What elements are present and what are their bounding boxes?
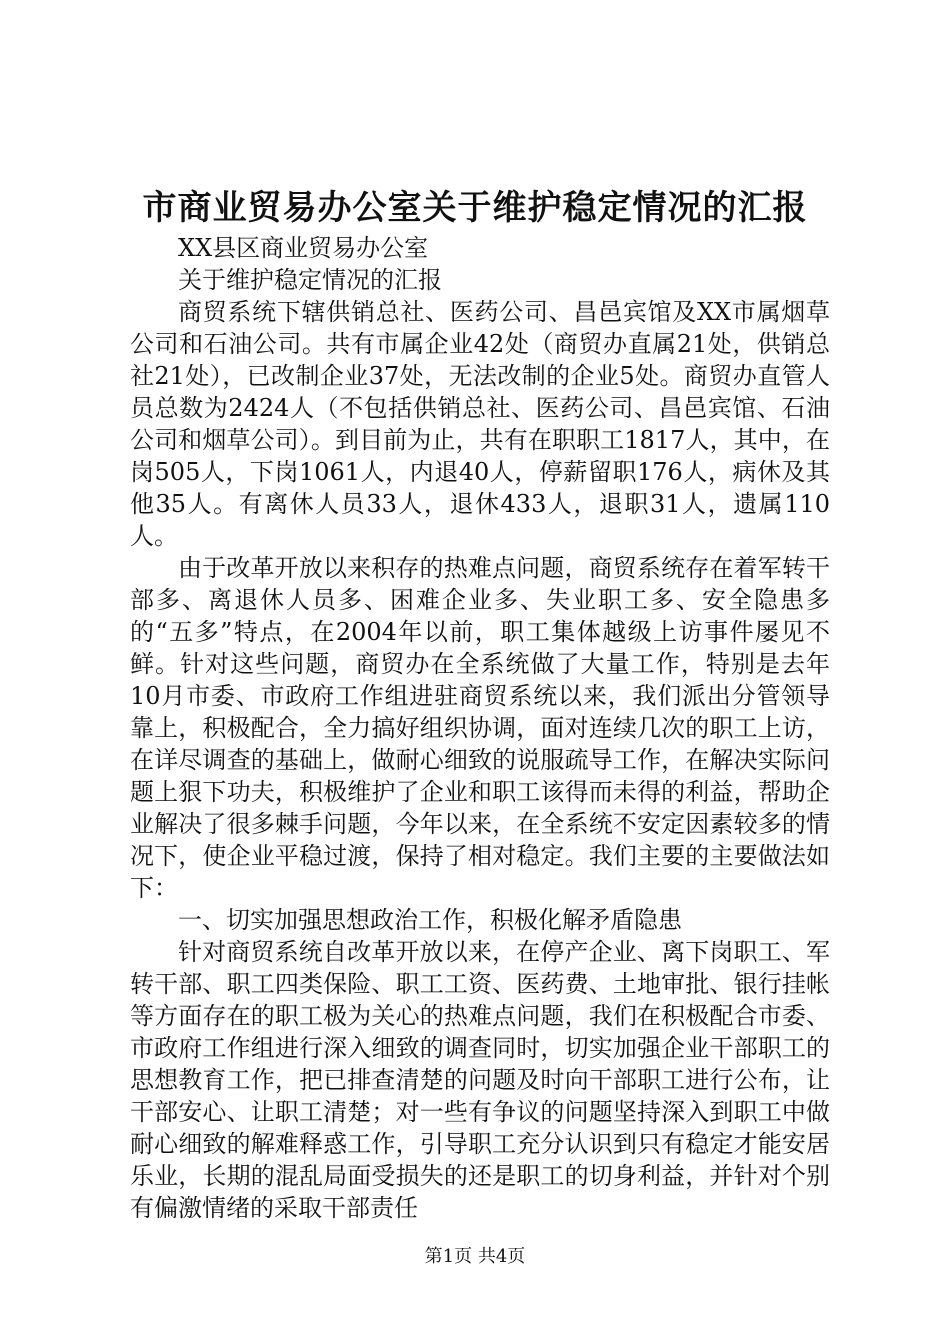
paragraph-section-1: 针对商贸系统自改革开放以来，在停产企业、离下岗职工、军转干部、职工四类保险、职工工资、医药费、土地审批、银行挂帐等方面存在的职工极为关心的热难点问题，我们在积极配合市委、市政府工作组进行深入细致的调查同时，切实加强企业干部职工的思想教育工作，把已排查清楚的问题及时向干部职工进行公布，让干部安心、让职工清楚；对一些有争议的问题坚持深入到职工中做耐心细致的解难释惑工作，引导职工充分认识到只有稳定才能安居乐业，长期的混乱局面受损失的还是职工的切身利益，并针对个别有偏激情绪的采取干部责任: [130, 938, 830, 1222]
paragraph-background: 由于改革开放以来积存的热难点问题，商贸系统存在着军转干部多、离退休人员多、困难企业多、失业职工多、安全隐患多的“五多”特点，在2004年以前，职工集体越级上访事件屡见不鲜。针对这些问题，商贸办在全系统做了大量工作，特别是去年10月市委、市政府工作组进驻商贸系统以来，我们派出分管领导靠上，积极配合，全力搞好组织协调，面对连续几次的职工上访，在详尽调查的基础上，做耐心细致的说服疏导工作，在解决实际问题上狠下功夫，积极维护了企业和职工该得而未得的利益，帮助企业解决了很多棘手问题，今年以来，在全系统不安定因素较多的情况下，使企业平稳过渡，保持了相对稳定。我们主要的主要做法如下：: [130, 554, 830, 902]
paragraph-subtitle: 关于维护稳定情况的汇报: [178, 266, 442, 294]
paragraph-org-name: XX县区商业贸易办公室: [178, 234, 429, 262]
document-body: [130, 232, 830, 1224]
page-footer: 第1页 共4页: [424, 1246, 526, 1267]
document-title: 市商业贸易办公室关于维护稳定情况的汇报: [142, 188, 808, 228]
section-heading-1: 一、切实加强思想政治工作，积极化解矛盾隐患: [178, 906, 682, 934]
paragraph-overview: 商贸系统下辖供销总社、医药公司、昌邑宾馆及XX市属烟草公司和石油公司。共有市属企业42处（商贸办直属21处，供销总社21处），已改制企业37处，无法改制的企业5处。商贸办直管人员总数为2424人（不包括供销总社、医药公司、昌邑宾馆、石油公司和烟草公司）。到目前为止，共有在职职工1817人，其中，在岗505人，下岗1061人，内退40人，停薪留职176人，病休及其他35人。有离休人员33人，退休433人，退职31人，遗属110人。: [130, 298, 830, 550]
